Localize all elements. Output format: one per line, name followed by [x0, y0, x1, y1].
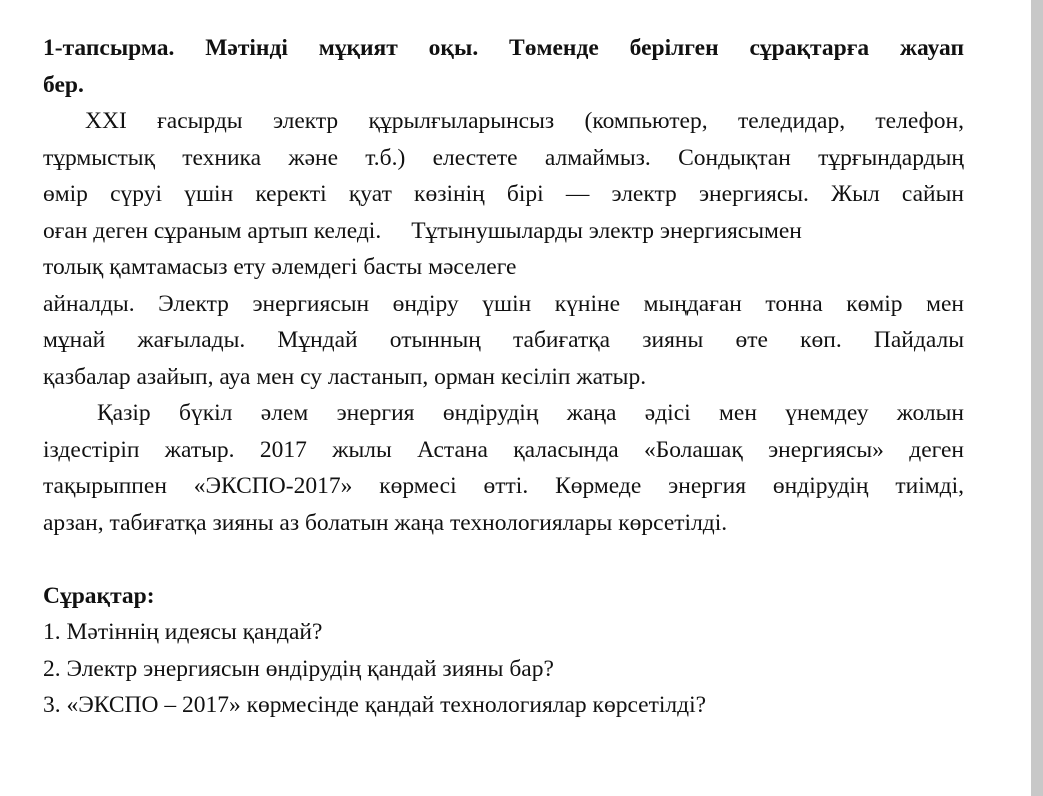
paragraph-2-line-1: Қазір бүкіл әлем энергия өндірудің жаңа әдісі мен үнемдеу жолын — [97, 400, 964, 426]
section-spacer — [43, 541, 964, 578]
questions-title: Сұрақтар: — [43, 582, 155, 609]
scrollbar-track[interactable] — [1031, 0, 1043, 796]
question-3: 3. «ЭКСПО – 2017» көрмесінде қандай технологиялар көрсетілді? — [43, 692, 707, 718]
paragraph-1 — [43, 103, 964, 395]
task-heading — [43, 30, 964, 103]
paragraph-1-line-2: тұрмыстық техника және т.б.) елестете алмаймыз. Сондықтан тұрғындардың — [43, 144, 964, 171]
paragraph-1-line-3: өмір сүруі үшін керекті қуат көзінің бірі — электр энергиясы. Жыл сайын — [43, 181, 964, 207]
task-heading-line-2: бер. — [43, 71, 84, 98]
question-2: 2. Электр энергиясын өндірудің қандай зияны бар? — [43, 655, 554, 682]
task-heading-line-1: 1-тапсырма. Мәтінді мұқият оқы. Төменде берілген сұрақтарға жауап — [43, 35, 964, 61]
questions-section — [43, 578, 964, 724]
paragraph-1-line-5: толық қамтамасыз ету әлемдегі басты мәселеге — [43, 254, 517, 280]
paragraph-1-line-6: айналды. Электр энергиясын өндіру үшін күніне мыңдаған тонна көмір мен — [43, 290, 964, 317]
document-content — [43, 30, 964, 724]
paragraph-1-line-4 — [43, 213, 964, 250]
paragraph-2-line-3: тақырыппен «ЭКСПО-2017» көрмесі өтті. Көрмеде энергия өндірудің тиімді, — [43, 473, 964, 499]
paragraph-2-line-4: арзан, табиғатқа зияны аз болатын жаңа технологиялары көрсетілді. — [43, 509, 728, 536]
paragraph-1-line-4b: Тұтынушыларды электр энергиясымен — [411, 217, 802, 244]
paragraph-1-line-7: мұнай жағылады. Мұндай отынның табиғатқа зияны өте көп. Пайдалы — [43, 327, 964, 353]
paragraph-1-line-1: XXI ғасырды электр құрылғыларынсыз (компьютер, теледидар, телефон, — [85, 108, 964, 134]
paragraph-2 — [43, 395, 964, 541]
question-1: 1. Мәтіннің идеясы қандай? — [43, 619, 323, 645]
paragraph-1-line-8: қазбалар азайып, ауа мен су ластанып, орман кесіліп жатыр. — [43, 363, 647, 390]
paragraph-2-line-2: іздестіріп жатыр. 2017 жылы Астана қаласында «Болашақ энергиясы» деген — [43, 436, 964, 463]
paragraph-1-line-4a: оған деген сұраным артып келеді. — [43, 217, 382, 244]
